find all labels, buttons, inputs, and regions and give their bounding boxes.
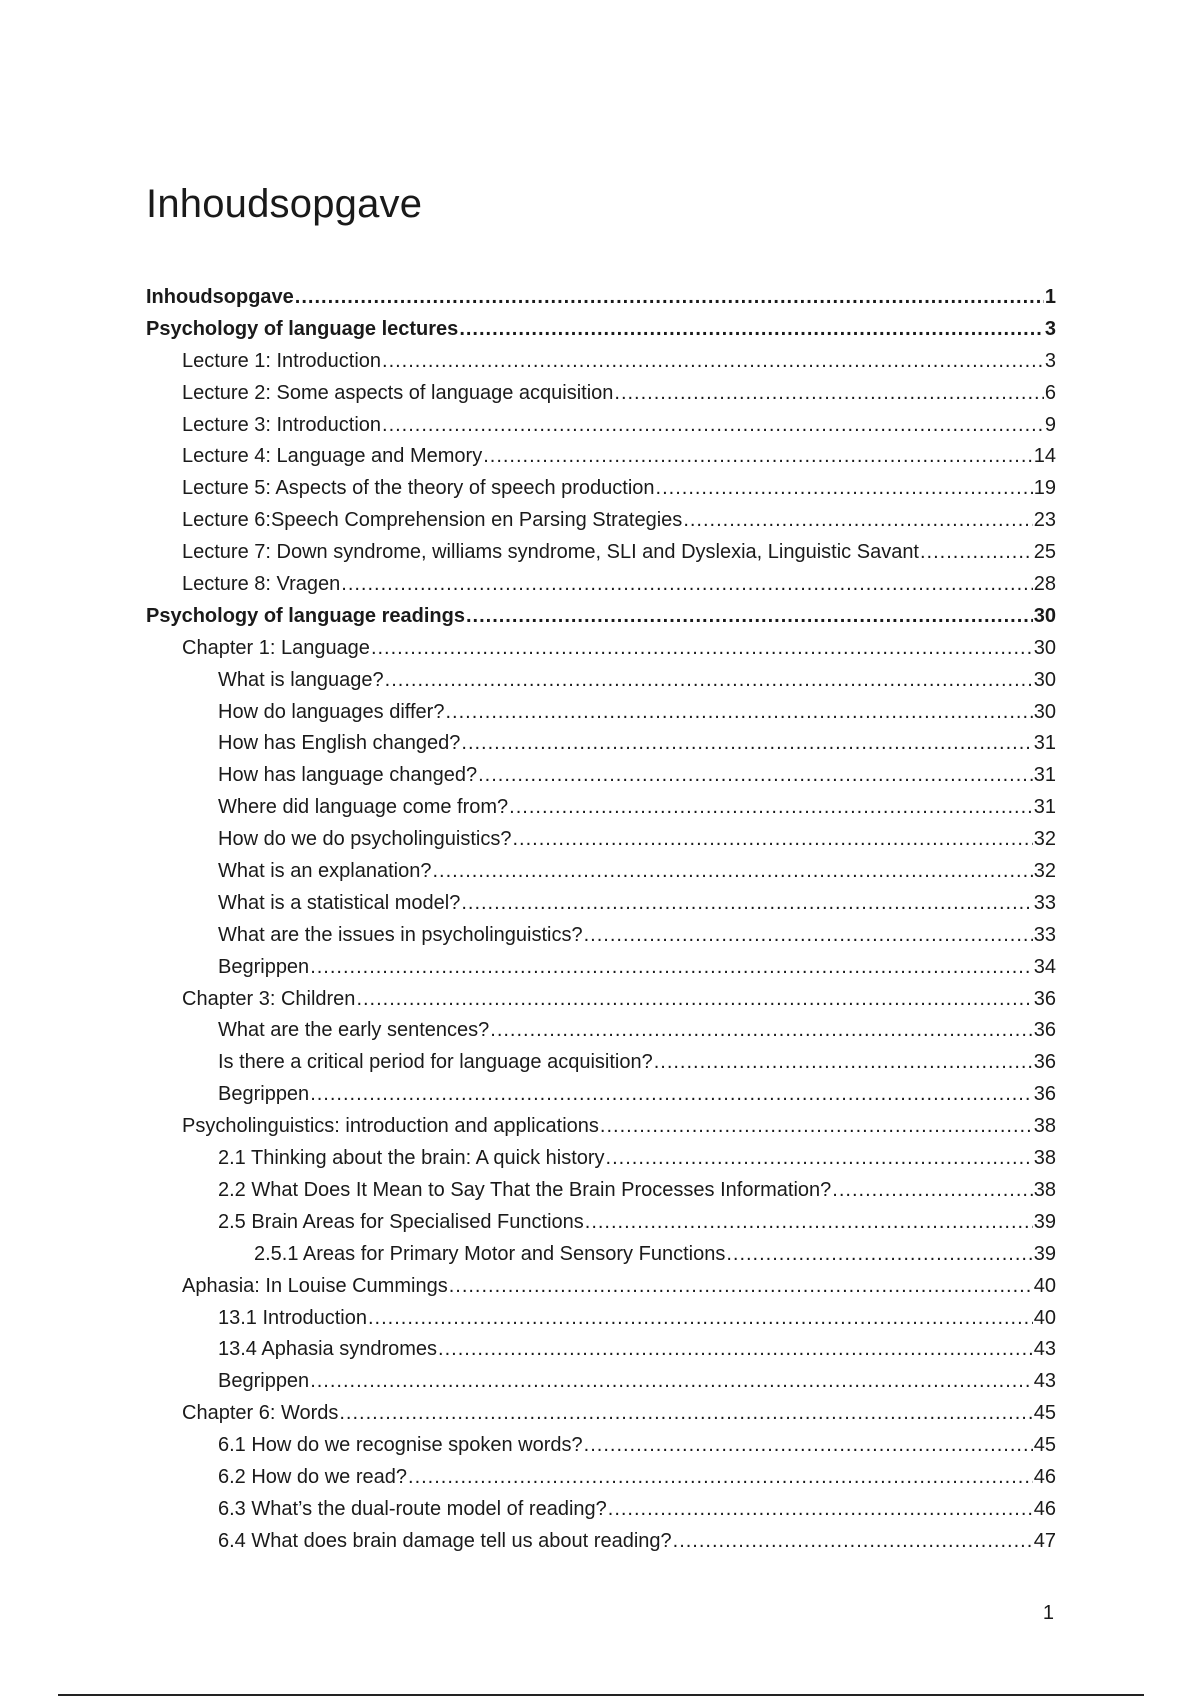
toc-dot-leader <box>382 410 1044 442</box>
toc-entry[interactable] <box>146 282 1056 314</box>
toc-entry-page: 38 <box>1033 1115 1056 1138</box>
toc-entry[interactable] <box>146 1143 1056 1175</box>
toc-entry-page: 46 <box>1033 1465 1056 1488</box>
toc-entry-title: Lecture 3: Introduction <box>182 413 382 436</box>
toc-entry-title: 6.4 What does brain damage tell us about reading? <box>218 1529 672 1552</box>
toc-dot-leader <box>449 1271 1033 1303</box>
toc-entry-page: 43 <box>1033 1338 1056 1361</box>
toc-entry-page: 30 <box>1033 636 1056 659</box>
toc-dot-leader <box>295 282 1044 314</box>
toc-entry-page: 3 <box>1044 349 1056 372</box>
toc-entry[interactable] <box>146 760 1056 792</box>
toc-dot-leader <box>368 1303 1033 1335</box>
toc-entry-page: 43 <box>1033 1370 1056 1393</box>
toc-entry-page: 38 <box>1033 1147 1056 1170</box>
toc-dot-leader <box>432 856 1032 888</box>
toc-entry[interactable] <box>146 1207 1056 1239</box>
toc-dot-leader <box>654 1047 1033 1079</box>
toc-entry-title: 2.1 Thinking about the brain: A quick history <box>218 1147 605 1170</box>
toc-entry[interactable] <box>146 1079 1056 1111</box>
page-number: 1 <box>1042 1602 1054 1624</box>
toc-entry-title: Inhoudsopgave <box>146 286 294 308</box>
toc-entry[interactable] <box>146 1334 1056 1366</box>
toc-entry[interactable] <box>146 984 1056 1016</box>
toc-dot-leader <box>600 1111 1033 1143</box>
toc-entry-title: Psycholinguistics: introduction and applications <box>182 1115 599 1138</box>
toc-entry-title: Begrippen <box>218 1370 310 1393</box>
toc-dot-leader <box>656 473 1033 505</box>
toc-dot-leader <box>466 601 1033 633</box>
toc-entry[interactable] <box>146 1239 1056 1271</box>
toc-entry-page: 3 <box>1044 317 1056 340</box>
toc-dot-leader <box>382 346 1044 378</box>
toc-entry-page: 36 <box>1033 1051 1056 1074</box>
toc-entry[interactable] <box>146 1494 1056 1526</box>
toc-entry-title: How has English changed? <box>218 732 461 755</box>
toc-entry-title: Where did language come from? <box>218 796 509 819</box>
toc-entry[interactable] <box>146 792 1056 824</box>
toc-dot-leader <box>341 569 1032 601</box>
toc-entry[interactable] <box>146 1111 1056 1143</box>
toc-entry-title: Lecture 8: Vragen <box>182 573 341 596</box>
toc-entry-page: 32 <box>1033 860 1056 883</box>
toc-entry[interactable] <box>146 1015 1056 1047</box>
toc-entry-page: 19 <box>1033 477 1056 500</box>
toc-entry[interactable] <box>146 1366 1056 1398</box>
toc-dot-leader <box>310 952 1033 984</box>
toc-entry[interactable] <box>146 728 1056 760</box>
toc-entry[interactable] <box>146 314 1056 346</box>
toc-dot-leader <box>683 505 1032 537</box>
toc-entry-title: Lecture 5: Aspects of the theory of speech production <box>182 477 655 500</box>
toc-entry-page: 36 <box>1033 1083 1056 1106</box>
toc-dot-leader <box>832 1175 1032 1207</box>
toc-entry[interactable] <box>146 473 1056 505</box>
toc-dot-leader <box>606 1143 1033 1175</box>
toc-entry[interactable] <box>146 1430 1056 1462</box>
toc-dot-leader <box>608 1494 1033 1526</box>
toc-entry-page: 30 <box>1033 700 1056 723</box>
toc-entry-title: Psychology of language readings <box>146 604 465 627</box>
toc-entry-title: What is an explanation? <box>218 860 432 883</box>
toc-entry[interactable] <box>146 1398 1056 1430</box>
toc-dot-leader <box>483 441 1033 473</box>
toc-dot-leader <box>356 984 1032 1016</box>
toc-entry[interactable] <box>146 824 1056 856</box>
toc-entry-page: 38 <box>1033 1178 1056 1201</box>
toc-entry[interactable] <box>146 665 1056 697</box>
toc-entry-title: What are the issues in psycholinguistics? <box>218 923 583 946</box>
toc-entry-title: Lecture 6:Speech Comprehension en Parsing Strategies <box>182 509 683 532</box>
toc-entry-page: 47 <box>1033 1529 1056 1552</box>
toc-dot-leader <box>614 378 1043 410</box>
toc-entry-title: 2.5.1 Areas for Primary Motor and Sensory Functions <box>254 1242 726 1265</box>
toc-dot-leader <box>478 760 1033 792</box>
toc-entry[interactable] <box>146 1462 1056 1494</box>
toc-dot-leader <box>584 920 1033 952</box>
toc-dot-leader <box>490 1015 1032 1047</box>
toc-entry[interactable] <box>146 569 1056 601</box>
toc-dot-leader <box>371 633 1033 665</box>
toc-entry-title: Chapter 1: Language <box>182 636 370 659</box>
toc-entry-page: 34 <box>1033 955 1056 978</box>
toc-entry-page: 23 <box>1033 509 1056 532</box>
toc-dot-leader <box>726 1239 1032 1271</box>
toc-entry-title: Is there a critical period for language acquisition? <box>218 1051 653 1074</box>
toc-entry-page: 39 <box>1033 1242 1056 1265</box>
toc-entry-title: 13.4 Aphasia syndromes <box>218 1338 438 1361</box>
toc-entry-title: Chapter 6: Words <box>182 1402 339 1425</box>
toc-entry[interactable] <box>146 346 1056 378</box>
toc-dot-leader <box>920 537 1033 569</box>
toc-entry-title: Lecture 2: Some aspects of language acquisition <box>182 381 614 404</box>
toc-entry-title: 2.2 What Does It Mean to Say That the Brain Processes Information? <box>218 1178 832 1201</box>
toc-entry-page: 30 <box>1033 668 1056 691</box>
toc-entry-title: Lecture 7: Down syndrome, williams syndrome, SLI and Dyslexia, Linguistic Savant <box>182 541 919 564</box>
toc-entry-title: Lecture 4: Language and Memory <box>182 445 483 468</box>
toc-entry[interactable] <box>146 1303 1056 1335</box>
toc-entry[interactable] <box>146 888 1056 920</box>
toc-entry-page: 33 <box>1033 891 1056 914</box>
toc-dot-leader <box>438 1334 1033 1366</box>
toc-entry[interactable] <box>146 697 1056 729</box>
toc-entry-page: 36 <box>1033 1019 1056 1042</box>
toc-entry-page: 45 <box>1033 1434 1056 1457</box>
toc-entry-page: 40 <box>1033 1274 1056 1297</box>
toc-entry-page: 1 <box>1044 286 1056 308</box>
toc-entry[interactable] <box>146 1526 1056 1558</box>
toc-dot-leader <box>513 824 1033 856</box>
toc-entry-title: 2.5 Brain Areas for Specialised Functions <box>218 1210 584 1233</box>
toc-entry[interactable] <box>146 505 1056 537</box>
toc-entry-title: Aphasia: In Louise Cummings <box>182 1274 448 1297</box>
toc-entry-title: Begrippen <box>218 1083 310 1106</box>
toc-entry-page: 25 <box>1033 541 1056 564</box>
toc-entry[interactable] <box>146 856 1056 888</box>
toc-entry-title: 13.1 Introduction <box>218 1306 367 1329</box>
toc-entry[interactable] <box>146 410 1056 442</box>
toc-dot-leader <box>673 1526 1033 1558</box>
toc-dot-leader <box>461 728 1032 760</box>
toc-entry-title: How has language changed? <box>218 764 478 787</box>
toc-dot-leader <box>310 1366 1033 1398</box>
footer-divider <box>58 1694 1144 1696</box>
toc-entry[interactable] <box>146 1271 1056 1303</box>
toc-entry-page: 14 <box>1033 445 1056 468</box>
toc-entry[interactable] <box>146 537 1056 569</box>
toc-entry-page: 31 <box>1033 732 1056 755</box>
toc-entry-title: 6.2 How do we read? <box>218 1465 408 1488</box>
toc-dot-leader <box>339 1398 1032 1430</box>
toc-entry-title: Chapter 3: Children <box>182 987 356 1010</box>
toc-entry-page: 31 <box>1033 764 1056 787</box>
toc-entry-page: 33 <box>1033 923 1056 946</box>
toc-entry-title: What is language? <box>218 668 384 691</box>
toc-entry[interactable] <box>146 633 1056 665</box>
toc-entry-page: 39 <box>1033 1210 1056 1233</box>
toc-entry-page: 31 <box>1033 796 1056 819</box>
toc-entry-page: 9 <box>1044 413 1056 436</box>
toc-dot-leader <box>310 1079 1033 1111</box>
toc-entry[interactable] <box>146 441 1056 473</box>
toc-dot-leader <box>585 1207 1033 1239</box>
toc-entry-title: What are the early sentences? <box>218 1019 490 1042</box>
toc-dot-leader <box>459 314 1044 346</box>
toc-entry-page: 40 <box>1033 1306 1056 1329</box>
toc-dot-leader <box>509 792 1033 824</box>
toc-entry[interactable] <box>146 920 1056 952</box>
toc-entry-page: 36 <box>1033 987 1056 1010</box>
toc-entry-title: Psychology of language lectures <box>146 317 459 340</box>
toc-entry-page: 30 <box>1033 604 1056 627</box>
toc-entry-title: 6.3 What’s the dual-route model of reading? <box>218 1497 607 1520</box>
toc-entry-title: How do languages differ? <box>218 700 445 723</box>
toc-dot-leader <box>461 888 1032 920</box>
toc-entry-title: Lecture 1: Introduction <box>182 349 382 372</box>
toc-entry[interactable] <box>146 1175 1056 1207</box>
toc-dot-leader <box>408 1462 1033 1494</box>
page-title: Inhoudsopgave <box>146 182 423 226</box>
toc-entry[interactable] <box>146 378 1056 410</box>
toc-entry-page: 6 <box>1044 381 1056 404</box>
toc-entry[interactable] <box>146 952 1056 984</box>
toc-entry-page: 46 <box>1033 1497 1056 1520</box>
toc-entry[interactable] <box>146 601 1056 633</box>
toc-entry-title: What is a statistical model? <box>218 891 461 914</box>
toc-entry-title: 6.1 How do we recognise spoken words? <box>218 1434 583 1457</box>
toc-dot-leader <box>584 1430 1033 1462</box>
toc-dot-leader <box>445 697 1032 729</box>
toc-entry-title: Begrippen <box>218 955 310 978</box>
toc-entry-page: 28 <box>1033 573 1056 596</box>
table-of-contents <box>146 282 1056 1558</box>
toc-entry-title: How do we do psycholinguistics? <box>218 828 512 851</box>
toc-dot-leader <box>385 665 1033 697</box>
toc-entry-page: 45 <box>1033 1402 1056 1425</box>
toc-entry[interactable] <box>146 1047 1056 1079</box>
toc-entry-page: 32 <box>1033 828 1056 851</box>
